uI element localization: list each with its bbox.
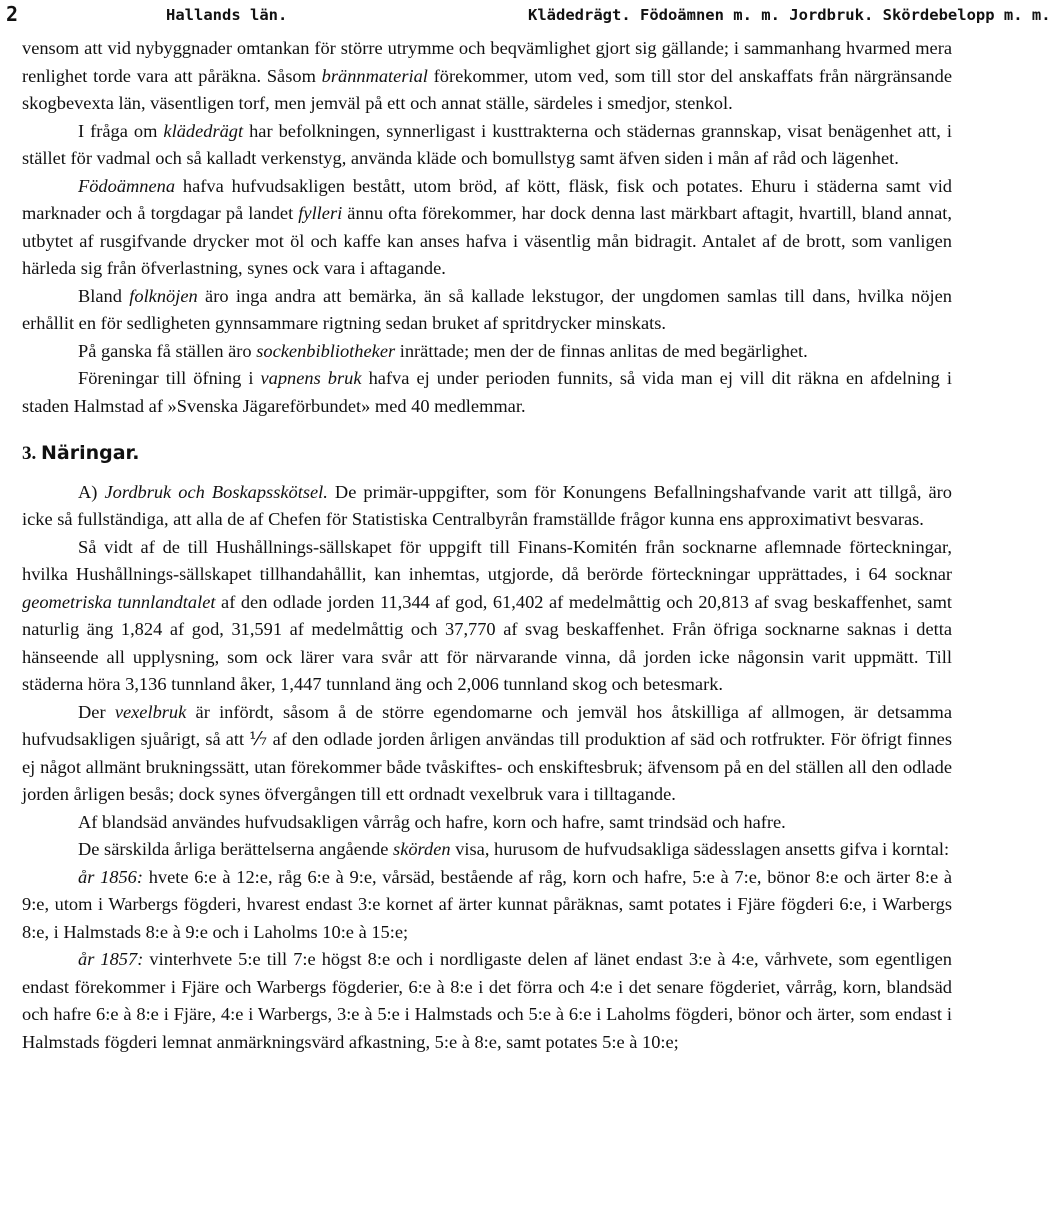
italic-term: år 1856: [78,866,143,887]
paragraph [22,534,952,699]
section-title: Näringar. [41,442,140,464]
paragraph [22,836,952,864]
italic-term: klädedrägt [163,120,244,141]
paragraph [22,283,952,338]
italic-term: vexelbruk [114,701,187,722]
italic-term: folknöjen [129,285,198,306]
paragraph [22,809,952,837]
section-heading [22,440,952,468]
text-run: hafva hufvudsakligen bestått, utom bröd, af kött, fläsk, fisk och potates. Ehuru i städerna samt vid marknader och å torgdagar på landet [22,175,952,223]
text-run: Föreningar till öfning i [78,368,261,388]
paragraph [22,864,952,947]
italic-term: skörden [393,839,451,859]
text-run: De särskilda årliga berättelserna angående [78,839,394,859]
text-run: Bland [78,285,130,306]
italic-term: fylleri [298,203,343,223]
text-run: vinterhvete 5:e till 7:e högst 8:e och i nordligaste delen af länet endast 3:e à 4:e, vårhvete, som egentligen endast förekommer i Fjäre och Warbergs fögderier, 6:e à 8:e i det förra och 4:e i det senare fögderiet, vårråg, korn, blandsäd och hafre 6:e à 8:e i Fjäre, 4:e i Warbergs, 3:e à 5:e i Halmstads och 5:e à 6:e i Laholms fögderi, bönor och ärter, som endast i Halmstads fögderi lemnat anmärkningsvärd afkastning, 5:e à 8:e, samt potates 5:e à 10:e; [22,949,952,1052]
italic-term: sockenbibliotheker [256,340,396,361]
text-run: Der [78,701,115,722]
text-run: De primär-uppgifter, som för Konungens Befallningshafvande varit att tillgå, äro icke så fullständiga, att alla de af Chefen för Statistiska Centralbyrån framställde frågor kunna ens approximativt besvaras. [22,481,953,529]
running-header [6,0,1051,34]
text-run: är infördt, såsom å de större egendomarne och jemväl hos åtskilliga af allmogen, är detsamma hufvudsakligen sjuårigt, så att ⅐ af den odlade jorden årligen användas till produktion af säd och rotfrukter. För öfrigt finnes ej något allmänt brukningssätt, utan förekommer både tvåskiftes- och enskiftesbruk; äfvensom på en del ställen all den odlade jorden årligen besås; dock synes öfvergången till ett ordnadt vexelbruk vara i tilltagande. [22,701,952,804]
text-run: inrättade; men der de finnas anlitas de med begärlighet. [395,340,808,361]
text-run: förekommer, utom ved, som till stor del anskaffats från närgränsande skogbevexta län, väsentligen torf, men jemväl på ett och annat ställe, särdeles i smedjor, stenkol. [22,65,952,113]
italic-term: geometriska tunnlandtalet [22,591,216,612]
text-run: vensom att vid nybyggnader omtankan för större utrymme och beqvämlighet gjort sig gällande; i sammanhang hvarmed mera renlighet torde vara att påräkna. Såsom [22,38,952,86]
italic-term: Födoämnena [78,175,176,196]
text-run: af den odlade jorden 11,344 af god, 61,402 af medelmåttig och 20,813 af svag beskaffenhet, samt naturlig äng 1,824 af god, 31,591 af medelmåttig och 37,770 af svag beskaffenhet. Från öfriga socknarne saknas i detta hänseende all upplysning, som ock lärer vara svår att för närvarande vinna, då jorden icke någonsin varit uppmätt. Till städerna höra 3,136 tunnland åker, 1,447 tunnland äng och 2,006 tunnland skog och betesmark. [22,591,952,694]
body-text [22,35,952,1056]
page-number: 2 [6,2,19,26]
italic-term: år 1857: [78,949,144,969]
text-run: visa, hurusom de hufvudsakliga sädesslagen ansetts gifva i korntal: [450,839,950,859]
paragraph [22,946,952,1056]
section-number: 3. [22,443,37,464]
text-run: På ganska få ställen äro [78,340,257,361]
italic-term: vapnens bruk [260,368,362,388]
paragraph [22,35,952,118]
paragraph [22,118,952,173]
text-run: hvete 6:e à 12:e, råg 6:e à 9:e, vårsäd, bestående af råg, korn och hafre, 5:e à 7:e, bönor 8:e och ärter 8:e à 9:e, utom i Warbergs fögderi, hvarest endast 3:e kornet af ärter kunnat påräknas, samt potates i Fjäre fögderi 6:e, i Warbergs 8:e, i Halmstads 8:e à 9:e och i Laholms 10:e à 15:e; [22,866,952,942]
text-run: Så vidt af de till Hushållnings-sällskapet för uppgift till Finans-Komitén från socknarne aflemnade förteckningar, hvilka Hushållnings-sällskapet tillhandahållit, kan inhemtas, utgjorde, då berörde förteckningar upprättades, i 64 socknar [22,536,952,584]
county-title: Hallands län. [166,6,288,24]
paragraph [22,699,952,809]
text-run: Af blandsäd användes hufvudsakligen vårråg och hafre, korn och hafre, samt trindsäd och hafre. [78,811,786,832]
section-topics: Klädedrägt. Födoämnen m. m. Jordbruk. Skördebelopp m. m. [528,6,1051,24]
text-run: hafva ej under perioden funnits, så vida man ej vill dit räkna en afdelning i staden Halmstad af »Svenska Jägareförbundet» med 40 medlemmar. [22,368,952,416]
italic-term: Jordbruk och Boskapsskötsel. [104,481,328,502]
text-run: ännu ofta förekommer, har dock denna last märkbart aftagit, hvartill, bland annat, utbytet af rusgifvande drycker mot öl och kaffe kan anses hafva i väsentlig mån bidragit. Antalet af de brott, som vanligen härleda sig från öfverlastning, synes ock vara i aftagande. [22,203,952,278]
italic-term: brännmaterial [321,65,428,86]
text-run: har befolkningen, synnerligast i kusttrakterna och städernas grannskap, visat benägenhet att, i stället för vadmal och så kalladt verkenstyg, använda kläde och bomullstyg samt äfven siden i mån af råd och lägenhet. [22,120,953,168]
paragraph [22,365,952,420]
text-run: A) [78,481,105,502]
text-run: äro inga andra att bemärka, än så kallade lekstugor, der ungdomen samlas till dans, hvilka nöjen erhållit en för sedligheten gynnsammare rigtning sedan bruket af spritdrycker minskats. [22,285,952,333]
paragraph [22,173,952,283]
paragraph [22,479,952,534]
text-run: I fråga om [78,120,164,141]
paragraph [22,338,952,366]
